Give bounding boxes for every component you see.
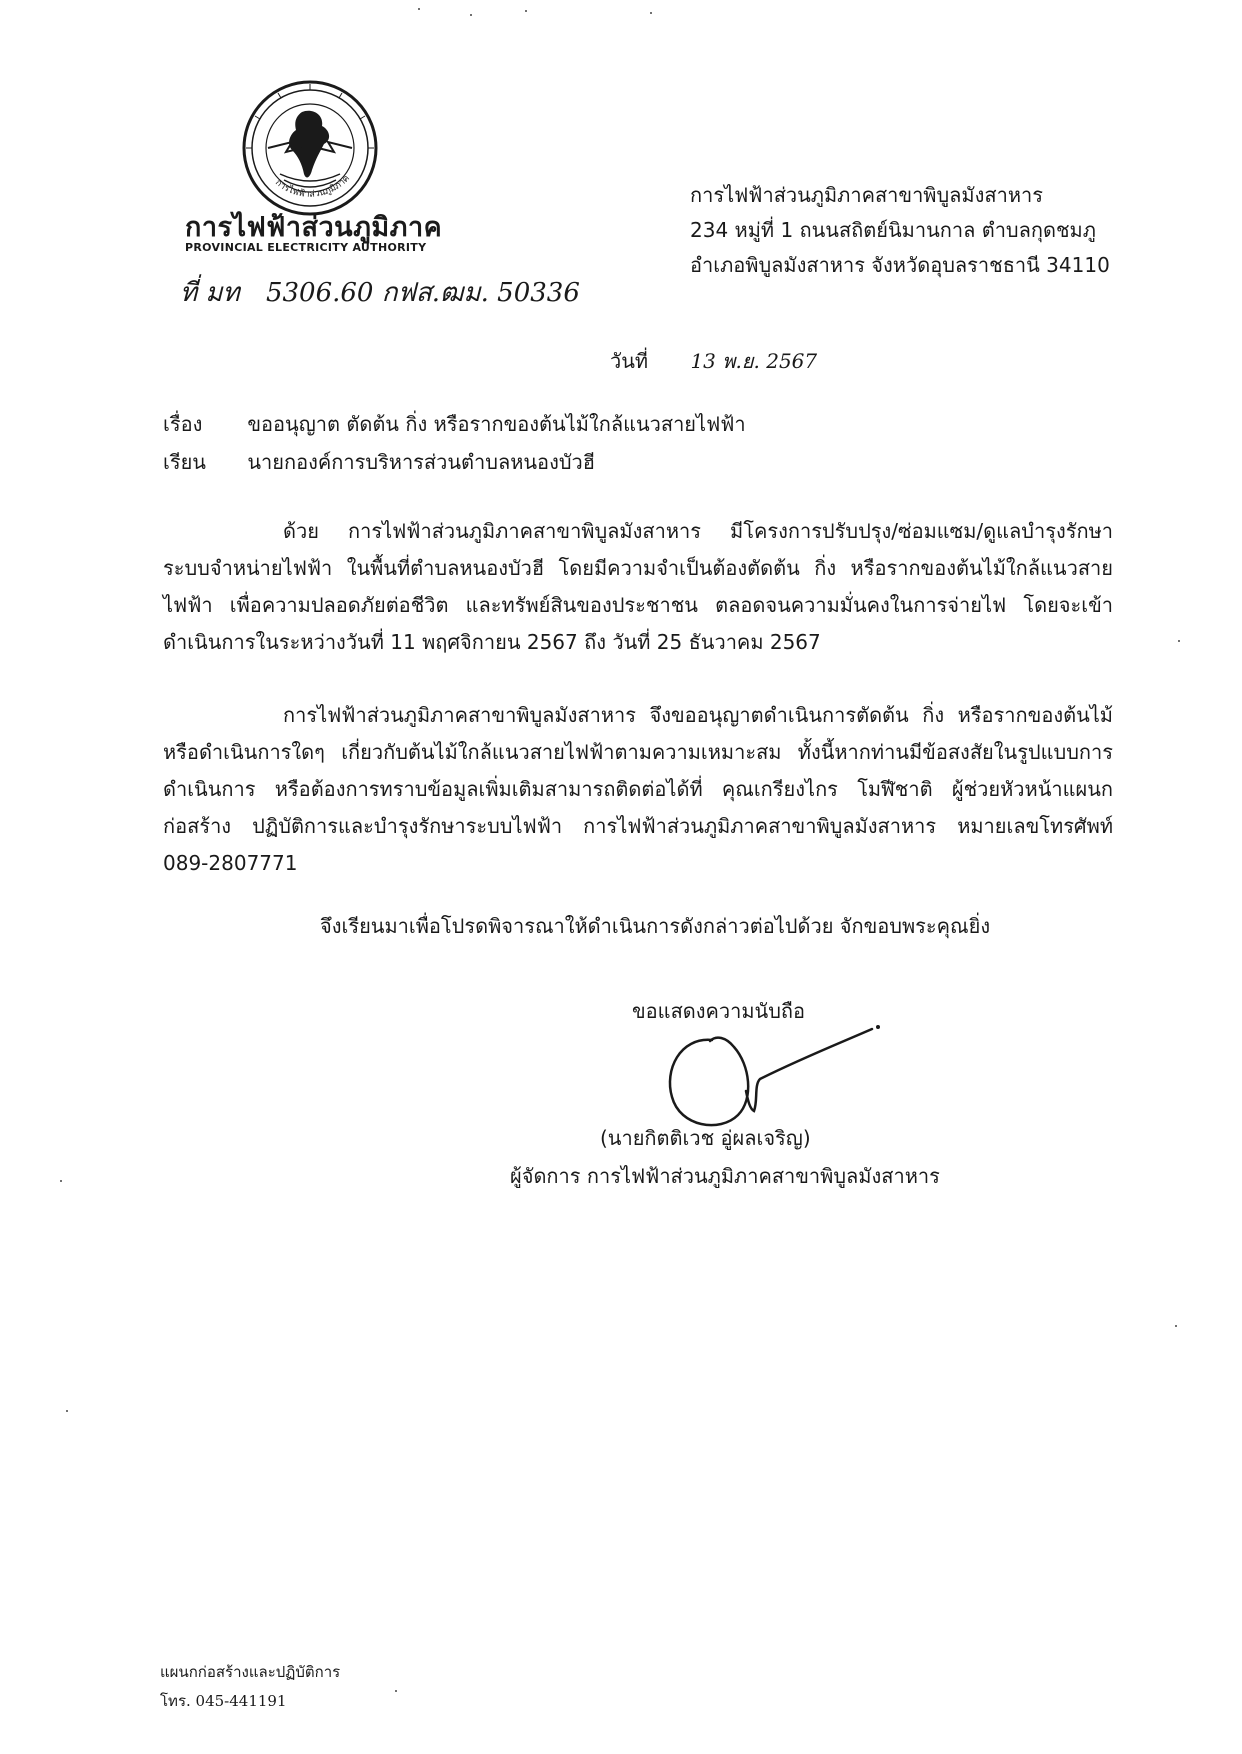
recipient-label: เรียน	[163, 450, 206, 474]
body-paragraph-2	[163, 697, 1113, 882]
signer-position: ผู้จัดการ การไฟฟ้าส่วนภูมิภาคสาขาพิบูลมังสาหาร	[510, 1164, 940, 1188]
pea-logo	[240, 78, 380, 218]
address-line-1: การไฟฟ้าส่วนภูมิภาคสาขาพิบูลมังสาหาร	[690, 183, 1043, 207]
subject-label: เรื่อง	[163, 412, 203, 436]
scan-speck	[525, 10, 527, 12]
reference-number	[180, 272, 580, 313]
address-line-3: อำเภอพิบูลมังสาหาร จังหวัดอุบลราชธานี 34110	[690, 253, 1110, 277]
subject-text: ขออนุญาต ตัดต้น กิ่ง หรือรากของต้นไม้ใกล้แนวสายไฟฟ้า	[247, 412, 746, 436]
scan-speck	[1178, 640, 1180, 642]
paragraph-1-text: ด้วย การไฟฟ้าส่วนภูมิภาคสาขาพิบูลมังสาหาร มีโครงการปรับปรุง/ซ่อมแซม/ดูแลบำรุงรักษาระบบจำหน่ายไฟฟ้า ในพื้นที่ตำบลหนองบัวฮี โดยมีความจำเป็นต้องตัดต้น กิ่ง หรือรากของต้นไม้ใกล้แนวสายไฟฟ้า เพื่อความปลอดภัยต่อชีวิต และทรัพย์สินของประชาชน ตลอดจนความมั่นคงในการจ่ายไฟ โดยจะเข้าดำเนินการในระหว่างวันที่ 11 พฤศจิกายน 2567 ถึง วันที่ 25 ธันวาคม 2567	[163, 519, 1113, 654]
signer-name: (นายกิตติเวช อู่ผลเจริญ)	[600, 1126, 811, 1150]
scan-speck	[650, 12, 652, 14]
scan-speck	[66, 1410, 68, 1412]
regards-text: ขอแสดงความนับถือ	[632, 999, 806, 1023]
letter-date	[610, 345, 817, 377]
sender-address	[690, 178, 1110, 283]
closing-line: จึงเรียนมาเพื่อโปรดพิจารณาให้ดำเนินการดังกล่าวต่อไปด้วย จักขอบพระคุณยิ่ง	[320, 914, 991, 938]
footer	[160, 1658, 340, 1716]
scan-speck	[395, 1690, 397, 1692]
logo-ring-text: การไฟฟ้าส่วนภูมิภาค	[273, 173, 352, 200]
scan-speck	[418, 8, 420, 10]
recipient-text: นายกองค์การบริหารส่วนตำบลหนองบัวฮี	[247, 450, 595, 474]
subject-row	[163, 408, 746, 440]
date-label: วันที่	[610, 349, 649, 373]
date-value: 13 พ.ย. 2567	[690, 349, 818, 373]
org-name-english: PROVINCIAL ELECTRICITY AUTHORITY	[185, 241, 427, 254]
recipient-row	[163, 446, 595, 478]
scan-speck	[1175, 1325, 1177, 1327]
reference-handwritten: 5306.60 กฟส.ฒม. 50336	[265, 278, 580, 308]
reference-prefix: ที่ มท	[180, 278, 240, 308]
footer-department: แผนกก่อสร้างและปฏิบัติการ	[160, 1663, 341, 1681]
scan-speck	[470, 14, 472, 16]
org-name-thai: การไฟฟ้าส่วนภูมิภาค	[185, 212, 443, 243]
address-line-2: 234 หมู่ที่ 1 ถนนสถิตย์นิมานกาล ตำบลกุดชมภู	[690, 218, 1096, 242]
footer-phone: โทร. 045-441191	[160, 1692, 287, 1710]
body-paragraph-1	[163, 513, 1113, 661]
scan-speck	[60, 1180, 62, 1182]
paragraph-2-text: การไฟฟ้าส่วนภูมิภาคสาขาพิบูลมังสาหาร จึงขออนุญาตดำเนินการตัดต้น กิ่ง หรือรากของต้นไม้ หรือดำเนินการใดๆ เกี่ยวกับต้นไม้ใกล้แนวสายไฟฟ้าตามความเหมาะสม ทั้งนี้หากท่านมีข้อสงสัยในรูปแบบการดำเนินการ หรือต้องการทราบข้อมูลเพิ่มเติมสามารถติดต่อได้ที่ คุณเกรียงไกร โมฬีชาติ ผู้ช่วยหัวหน้าแผนกก่อสร้าง ปฏิบัติการและบำรุงรักษาระบบไฟฟ้า การไฟฟ้าส่วนภูมิภาคสาขาพิบูลมังสาหาร หมายเลขโทรศัพท์ 089-2807771	[163, 703, 1113, 875]
